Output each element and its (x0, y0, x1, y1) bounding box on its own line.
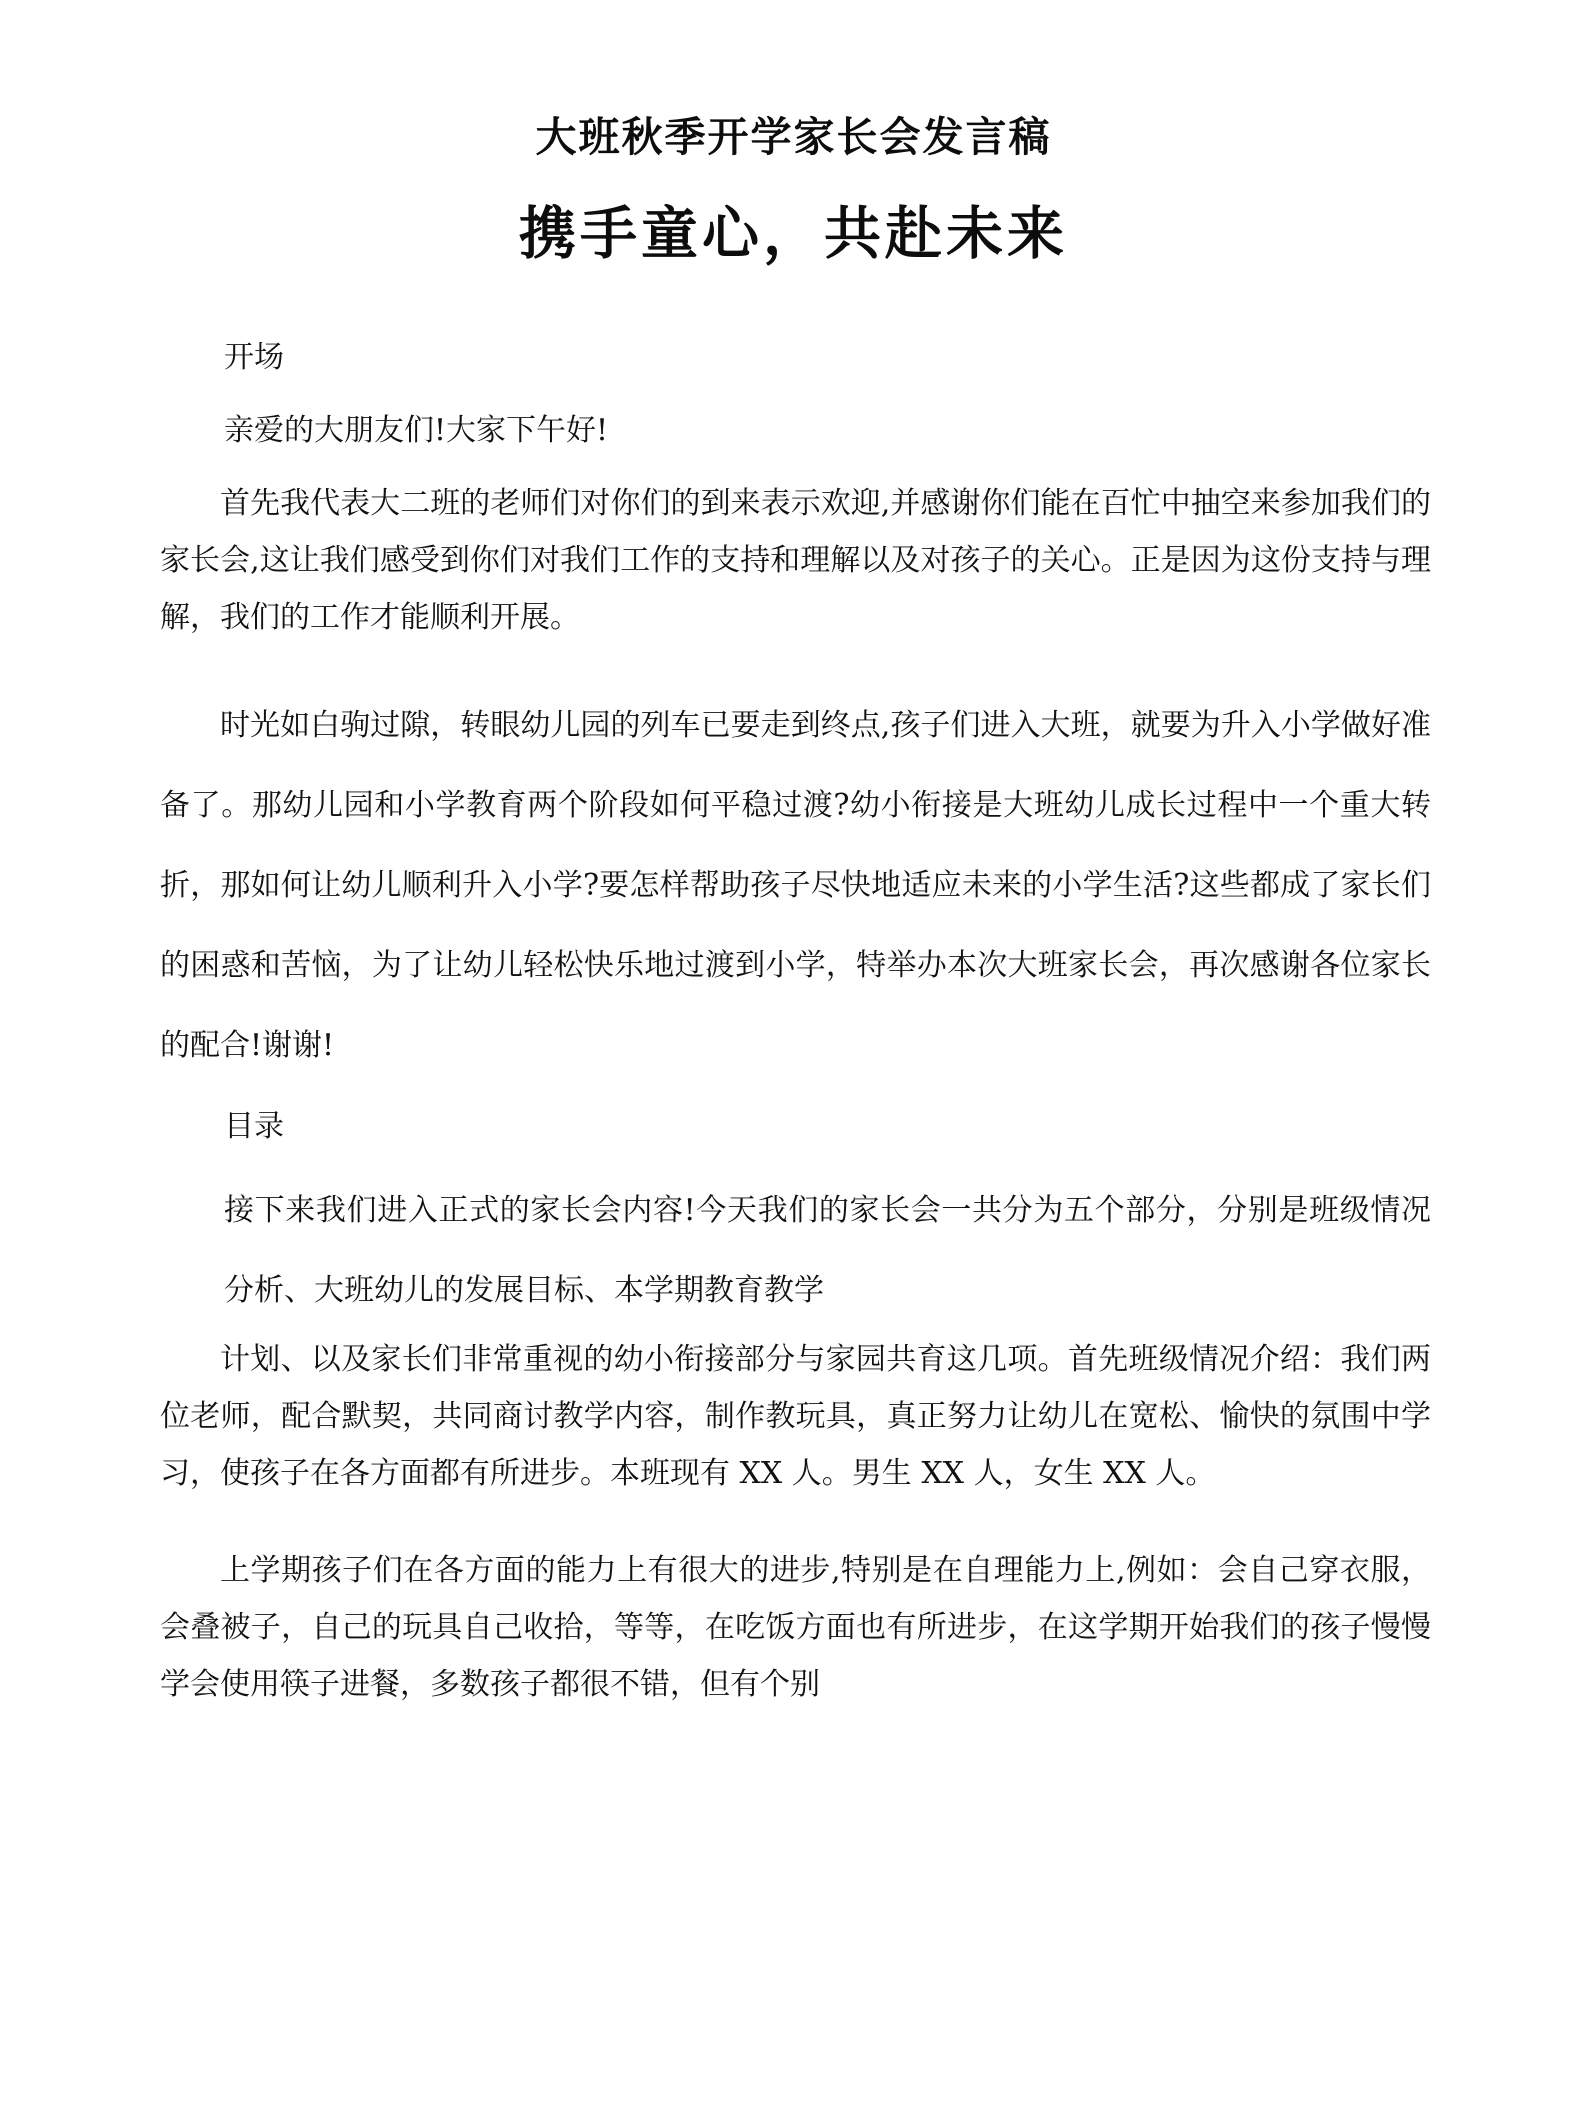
paragraph-progress: 上学期孩子们在各方面的能力上有很大的进步,特别是在自理能力上,例如：会自己穿衣服，会叠被子，自己的玩具自己收拾，等等，在吃饭方面也有所进步，在这学期开始我们的孩子慢慢学会使用筷子进餐，多数孩子都很不错，但有个别 (160, 1553, 1431, 1703)
title-block (0, 0, 1587, 271)
page-subtitle: 携手童心，共赴未来 (519, 200, 1068, 268)
paragraph-class-intro: 计划、以及家长们非常重视的幼小衔接部分与家园共育这几项。首先班级情况介绍：我们两位老师，配合默契，共同商讨教学内容，制作教玩具，真正努力让幼儿在宽松、愉快的氛围中学习，使孩子在各方面都有所进步。本班现有 XX 人。男生 XX 人，女生 XX 人。 (160, 1342, 1431, 1492)
paragraph-spacer (160, 660, 1431, 686)
section-label-toc: 目录 (224, 1109, 284, 1145)
greeting-line: 亲爱的大朋友们!大家下午好! (224, 413, 609, 449)
section-label-opening: 开场 (224, 340, 284, 376)
paragraph-transition: 时光如白驹过隙，转眼幼儿园的列车已要走到终点,孩子们进入大班，就要为升入小学做好准备了。那幼儿园和小学教育两个阶段如何平稳过渡?幼小衔接是大班幼儿成长过程中一个重大转折，那如何让幼儿顺利升入小学?要怎样帮助孩子尽快地适应未来的小学生活?这些都成了家长们的困惑和苦恼，为了让幼儿轻松快乐地过渡到小学，特举办本次大班家长会，再次感谢各位家长的配合!谢谢! (160, 708, 1431, 1064)
paragraph-spacer (160, 1516, 1431, 1542)
paragraph-spacer (160, 1086, 1431, 1098)
document-body (0, 329, 1587, 1713)
page-title: 大班秋季开学家长会发言稿 (535, 113, 1052, 161)
paragraph-toc-intro: 接下来我们进入正式的家长会内容!今天我们的家长会一共分为五个部分，分别是班级情况分析、大班幼儿的发展目标、本学期教育教学 (224, 1193, 1431, 1309)
paragraph-welcome: 首先我代表大二班的老师们对你们的到来表示欢迎,并感谢你们能在百忙中抽空来参加我们的家长会,这让我们感受到你们对我们工作的支持和理解以及对孩子的关心。正是因为这份支持与理解，我们的工作才能顺利开展。 (160, 486, 1431, 636)
